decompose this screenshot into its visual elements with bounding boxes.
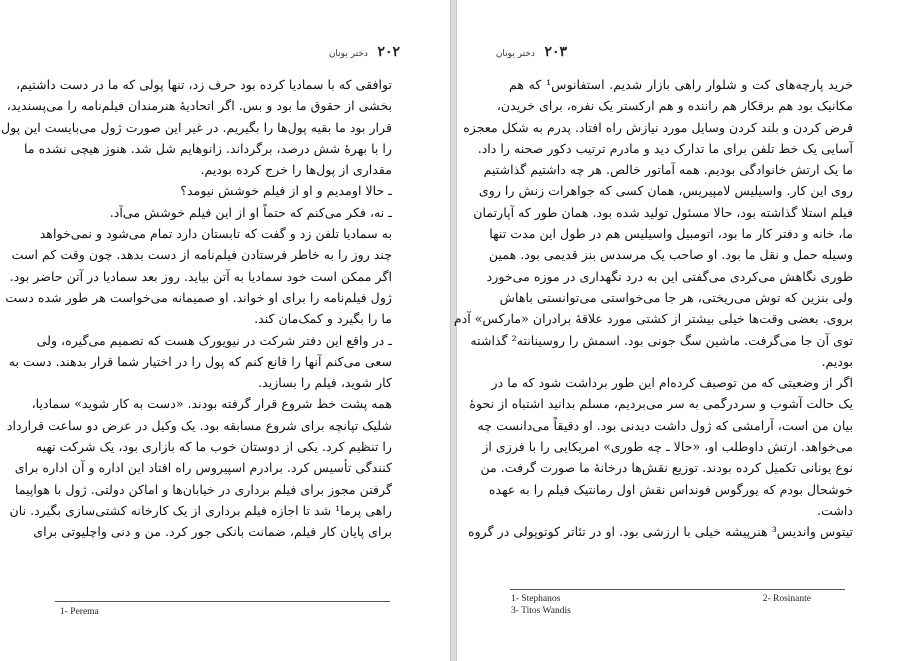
right-page-body <box>453 74 853 543</box>
text-line: گرفتن مجوز برای فیلم برداری در خیابان‌ها و اماکن دولتی. ژول با هواپیما <box>14 481 392 497</box>
text-line: یک حالت آشوب و سردرگمی به سر می‌بردیم، مسلم بدانید اشتباه از نحوهٔ <box>469 396 853 412</box>
text-line: ما، خانه و دفتر کار ما بود، اتومبیل واسیلیس هم در طول این مدت تنها <box>489 226 853 242</box>
text-line: ما را بگیرد و کمک‌مان کند. <box>254 311 392 327</box>
footnote: 3- Titos Wandis <box>511 606 571 616</box>
footnote: 1- Perema <box>60 607 99 617</box>
page-number: ۲۰۲ <box>377 44 400 60</box>
footnote-rule <box>55 601 390 602</box>
text-line: ـ در واقع این دفتر شرکت در نیویورک هست که تصمیم می‌گیره، ولی <box>36 332 392 348</box>
text-line: روی این کار. واسیلیس لامپیریس، همان کسی که جواهرات زنش را روی <box>478 183 853 199</box>
left-page-header <box>329 44 400 62</box>
text-line: بودیم. <box>821 353 853 369</box>
text-line: خرید پارچه‌های کت و شلوار راهی بازار شدیم. استفانوس¹ که هم <box>509 77 853 92</box>
text-line: شلیک تپانچه برای شروع مسابقه بود. یک وکیل در عرض دو ساعت قرارداد <box>6 417 392 433</box>
left-page-body <box>0 74 392 543</box>
text-line: سعی می‌کنم آنها را قانع کنم که پول را در اختیار شما قرار بدهند. دست به <box>8 353 392 369</box>
text-line: را تنظیم کرد. یکی از دوستان خوب ما که بازاری بود، یک شرکت تهیه <box>35 439 392 455</box>
text-line: نوع یونانی تکمیل کرده بودند. توزیع نقش‌ها درخانهٔ ما صورت گرفت. من <box>480 460 853 476</box>
text-line: قرار بود ما بقیه پول‌ها را بگیریم. در غیر این صورت ژول می‌بایست این پول <box>0 119 392 135</box>
page-number: ۲۰۳ <box>544 44 567 60</box>
text-line: خوشحال بودم که یورگوس فونداس نقش اول رمانتیک فیلم را به عهده <box>488 481 853 497</box>
right-footnotes <box>511 594 811 618</box>
text-line: تیتوس واندیس³ هنرپیشه خیلی با ارزشی بود. او در تئاتر کوتوپولی در گروه <box>468 524 853 540</box>
footnote-rule <box>510 589 845 590</box>
running-title: دختر یونان <box>328 49 368 59</box>
text-line: بروی. بعضی وقت‌ها خیلی بیشتر از کشتی مورد علاقهٔ برادران «مارکس» آدم <box>453 311 853 327</box>
text-line: توی آن جا می‌گرفت. ماشین سگ جونی بود. اسمش را روسینانته² گذاشته <box>470 332 853 348</box>
text-line: همه پشت خط شروع قرار گرفته بودند. «دست به کار شوید» سمادیا، <box>31 396 392 412</box>
text-line: آسایی یک خط تلفن برای ما تدارک دید و مادرم ترتیب دکور صحنه را داد. <box>477 140 853 156</box>
text-line: ـ نه، فکر می‌کنم که حتماً او از این فیلم خوشش می‌آد. <box>109 204 392 220</box>
text-line: ولی بنزین که توش می‌ریختی، هر جا می‌خواستی می‌توانستی باهاش <box>499 289 853 305</box>
text-line: قرض کردن و بلند کردن وسایل مورد نیازش راه افتاد. پدرم به شکل معجزه <box>463 119 853 135</box>
text-line: توافقی که با سمادیا کرده بود حرف زد، تنها پولی که ما در دست داشتیم، <box>15 77 392 92</box>
text-line: بیان من است، آرامشی که ژول داشت دیدنی بود. او دقیقاً می‌دانست چه <box>477 417 853 433</box>
text-line: را با بهرهٔ شش درصد، برگرداند. زانوهایم شل شد. هنوز هیچی نشده ما <box>24 140 392 156</box>
text-line: راهی پرما¹ شد تا اجازه فیلم برداری از یک کارخانه کشتی‌سازی بگیرد. نان <box>9 502 392 518</box>
text-line: وسیله حمل و نقل ما بود. او صاحب یک مرسدس بنز قدیمی بود. همین <box>488 247 853 263</box>
text-line: کار شوید، فیلم را بسازید. <box>258 375 392 391</box>
text-line: بخشی از حقوق ما بود و بس. اگر اتحادیهٔ هنرمندان فیلم‌نامه را می‌پسندید، <box>6 98 392 114</box>
text-line: مقداری از پول‌ها را خرج کرده بودیم. <box>200 162 392 178</box>
footnote: 2- Rosinante <box>762 594 811 604</box>
text-line: اگر ممکن است خود سمادیا به آتن بیاید. روز بعد سمادیا در آتن حاضر بود. <box>9 268 392 284</box>
text-line: اگر از وضعیتی که من توصیف کرده‌ام این طور برداشت شود که ما در <box>491 375 853 391</box>
text-line: طوری نگاهش می‌کردی می‌گفتی این به درد نگهداری در موزه می‌خورد <box>486 268 853 284</box>
right-page <box>453 0 907 661</box>
text-line: فیلم استلا گذاشته بود، حالا مسئول تولید شده بود. همان طور که آپارتمان <box>473 204 853 220</box>
text-line: مکانیک بود هم برقکار هم راننده و هم ارکستر یک نفره، برای خریدن، <box>496 98 853 114</box>
text-line: می‌خواهد. ارتش داوطلب او، «حالا ـ چه طوری» امریکایی را با فرزی از <box>482 439 853 455</box>
text-line: ژول فیلم‌نامه را برای او خواند. او صمیمانه می‌خواست هر طور شده دست <box>5 289 392 305</box>
footnote: 1- Stephanos <box>511 594 561 604</box>
text-line: ـ حالا اومدیم و او از فیلم خوشش نیومد؟ <box>180 183 392 199</box>
text-line: چند روز را به خاطر فرستادن فیلم‌نامه از دست بدهد. چون وقت کم است <box>11 247 392 263</box>
left-page <box>0 0 451 661</box>
left-footnotes <box>60 607 99 619</box>
text-line: برای پایان کار فیلم، ضمانت بانکی جور کرد. من و دنی واچلیوتی برای <box>33 524 392 540</box>
text-line: به سمادیا تلفن زد و گفت که تابستان دارد تمام می‌شود و نمی‌خواهد <box>39 226 392 242</box>
running-title: دختر یونان <box>495 49 535 59</box>
right-page-header <box>496 44 567 62</box>
text-line: ما یک ارتش خانوادگی بودیم. همه آماتور خالص. هر چه داشتیم گذاشتیم <box>483 162 853 178</box>
text-line: داشت. <box>816 502 853 518</box>
text-line: کنندگی تأسیس کرد. برادرم اسپیروس راه افتاد این اداره و آن اداره برای <box>14 460 392 476</box>
